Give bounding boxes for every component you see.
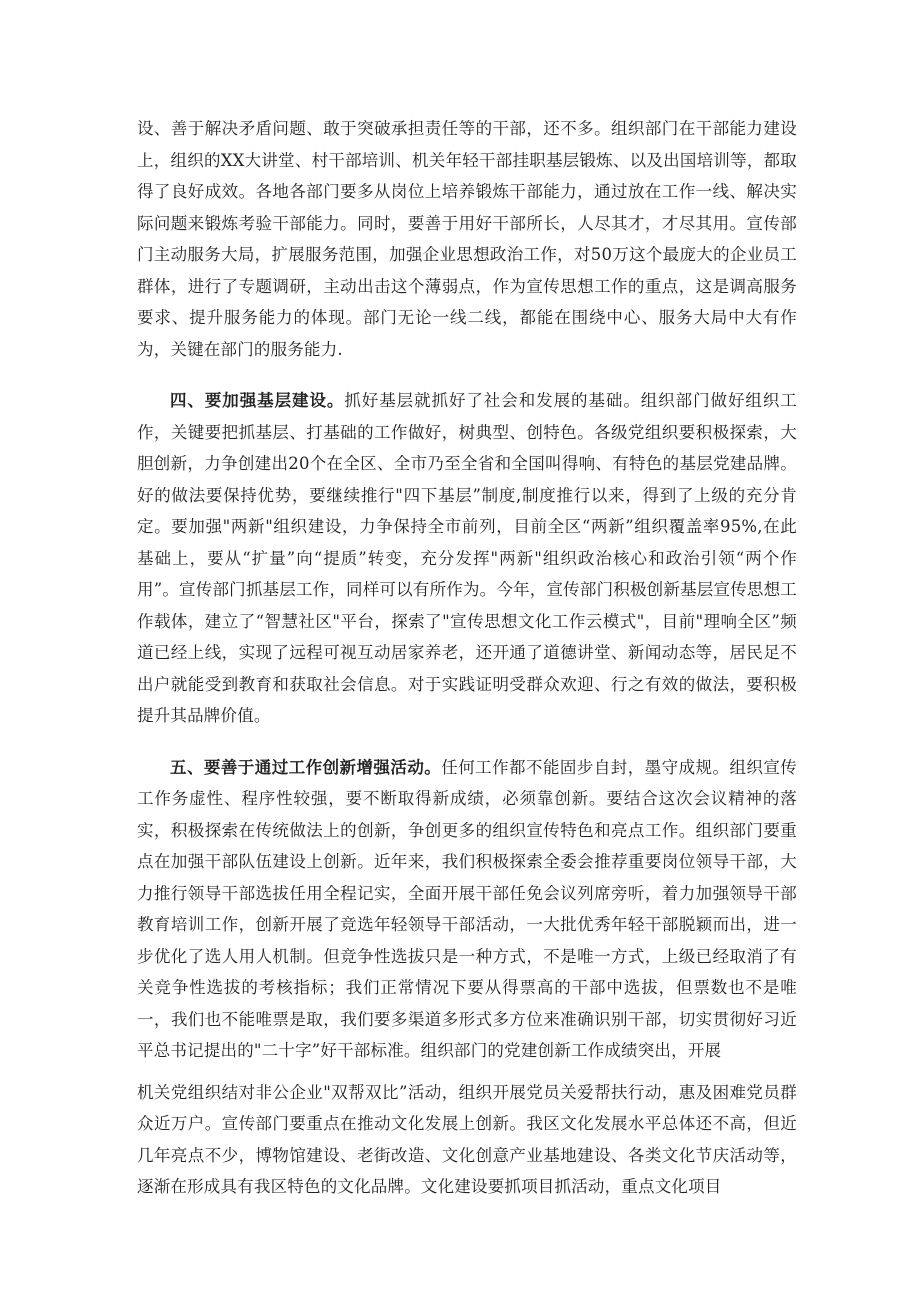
- paragraph-gap: [137, 365, 797, 385]
- paragraph-body: 抓好基层就抓好了社会和发展的基础。组织部门做好组织工作，关键要把抓基层、打基础的工作做好，树典型、创特色。各级党组织要积极探索，大胆创新，力争创建出20个在全区、全市乃至全省和全国叫得响、有特色的基层党建品牌。好的做法要保持优势，要继续推行"四下基层”制度,制度推行以来，得到了上级的充分肯定。要加强"两新"组织建设，力争保持全市前列，目前全区“两新”组织覆盖率95%,在此基础上，要从“扩量”向“提质”转变，充分发挥"两新"组织政治核心和政治引领“两个作用”。宣传部门抓基层工作，同样可以有所作为。今年，宣传部门积极创新基层宣传思想工作载体，建立了“智慧社区"平台，探索了"宣传思想文化工作云模式"，目前"理响全区”频道已经上线，实现了远程可视互动居家养老，还开通了道德讲堂、新闻动态等，居民足不出户就能受到教育和获取社会信息。对于实践证明受群众欢迎、行之有效的做法，要积极提升其品牌价值。: [137, 391, 798, 725]
- paragraph-body: 机关党组织结对非公企业"双帮双比”活动，组织开展党员关爱帮扶行动，惠及困难党员群众近万户。宣传部门要重点在推动文化发展上创新。我区文化发展水平总体还不高，但近几年亮点不少，博物馆建设、老街改造、文化创意产业基地建设、各类文化节庆活动等，逐渐在形成具有我区特色的文化品牌。文化建设要抓项目抓活动，重点文化项目: [137, 1082, 797, 1196]
- paragraph-continuation-tail: [137, 1077, 797, 1203]
- section-heading-five: 五、要善于通过工作创新增强活动。: [170, 757, 442, 777]
- paragraph-body: 任何工作都不能固步自封，墨守成规。组织宣传工作务虚性、程序性较强，要不断取得新成绩，必须靠创新。要结合这次会议精神的落实，积极探索在传统做法上的创新，争创更多的组织宣传特色和亮点工作。组织部门要重点在加强干部队伍建设上创新。近年来，我们积极探索全委会推荐重要岗位领导干部，大力推行领导干部选拔任用全程记实，全面开展干部任免会议列席旁听，着力加强领导干部教育培训工作，创新开展了竞选年轻领导干部活动，一大批优秀年轻干部脱颖而出，进一步优化了选人用人机制。但竞争性选拔只是一种方式，不是唯一方式，上级已经取消了有关竞争性选拔的考核指标；我们正常情况下要从得票高的干部中选拔，但票数也不是唯一，我们也不能唯票是取，我们要多渠道多形式多方位来准确识别干部，切实贯彻好习近平总书记提出的"二十字”好干部标准。组织部门的党建创新工作成绩突出，开展: [137, 757, 798, 1060]
- section-heading-four: 四、要加强基层建设。: [170, 391, 345, 410]
- paragraph-gap: [137, 732, 797, 752]
- paragraph-section-five: [137, 752, 797, 1067]
- paragraph-body: 设、善于解决矛盾问题、敢于突破承担责任等的干部，还不多。组织部门在干部能力建设上，组织的XX大讲堂、村干部培训、机关年轻干部挂职基层锻炼、以及出国培训等，都取得了良好成效。各地各部门要多从岗位上培养锻炼干部能力，通过放在工作一线、解决实际问题来锻炼考验干部能力。同时，要善于用好干部所长，人尽其才，才尽其用。宣传部门主动服务大局，扩展服务范围，加强企业思想政治工作，对50万这个最庞大的企业员工群体，进行了专题调研，主动出击这个薄弱点，作为宣传思想工作的重点，这是调高服务要求、提升服务能力的体现。部门无论一线二线，都能在围绕中心、服务大局中大有作为，关键在部门的服务能力.: [137, 119, 797, 359]
- page-break-gap: [137, 1067, 797, 1077]
- paragraph-section-four: [137, 385, 797, 732]
- document-page: [137, 113, 797, 1203]
- paragraph-continuation: [137, 113, 797, 365]
